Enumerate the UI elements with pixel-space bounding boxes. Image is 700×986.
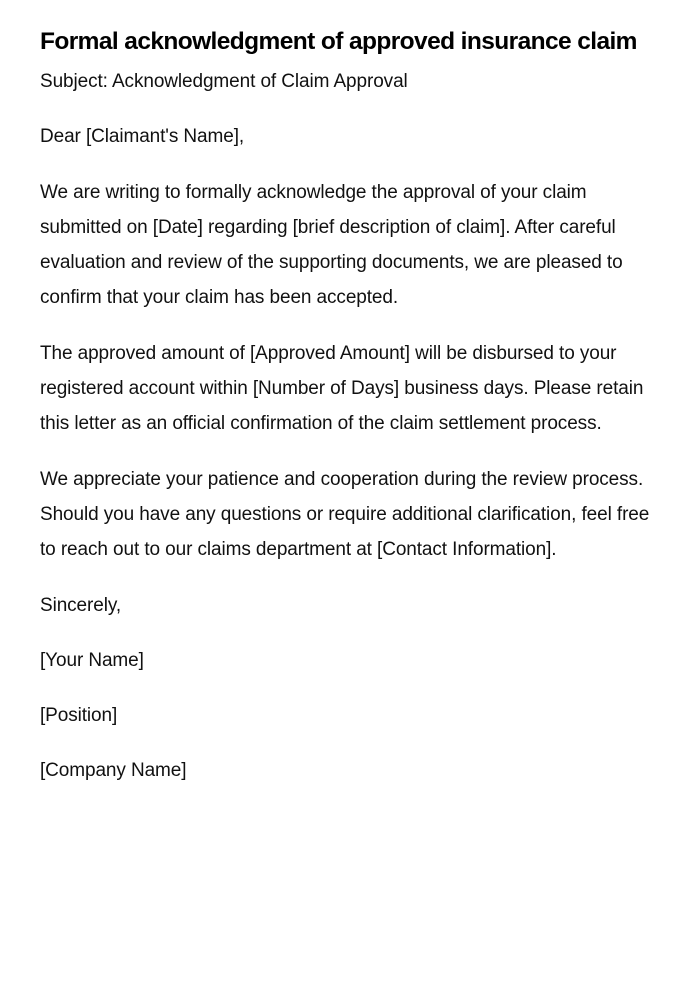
document-title: Formal acknowledgment of approved insurance claim <box>40 28 637 55</box>
body-paragraph-disbursement: The approved amount of [Approved Amount] will be disbursed to your registered account within [Number of Days] business days. Please retain this letter as an official confirmation of the claim settlement process. <box>40 342 644 435</box>
signature-position: [Position] <box>40 705 118 727</box>
body-paragraph-approval: We are writing to formally acknowledge the approval of your claim submitted on [Date] regarding [brief description of claim]. After careful evaluation and review of the supporting documents, we are pleased to confirm that your claim has been accepted. <box>40 181 623 309</box>
greeting: Dear [Claimant's Name], <box>40 126 245 148</box>
signature-name: [Your Name] <box>40 649 144 671</box>
body-paragraph-contact: We appreciate your patience and cooperation during the review process. Should you have any questions or require additional clarification, feel free to reach out to our claims department at [Contact Information]. <box>40 468 650 561</box>
subject-line: Subject: Acknowledgment of Claim Approval <box>40 71 408 92</box>
closing: Sincerely, <box>40 594 122 616</box>
signature-company: [Company Name] <box>40 760 187 782</box>
